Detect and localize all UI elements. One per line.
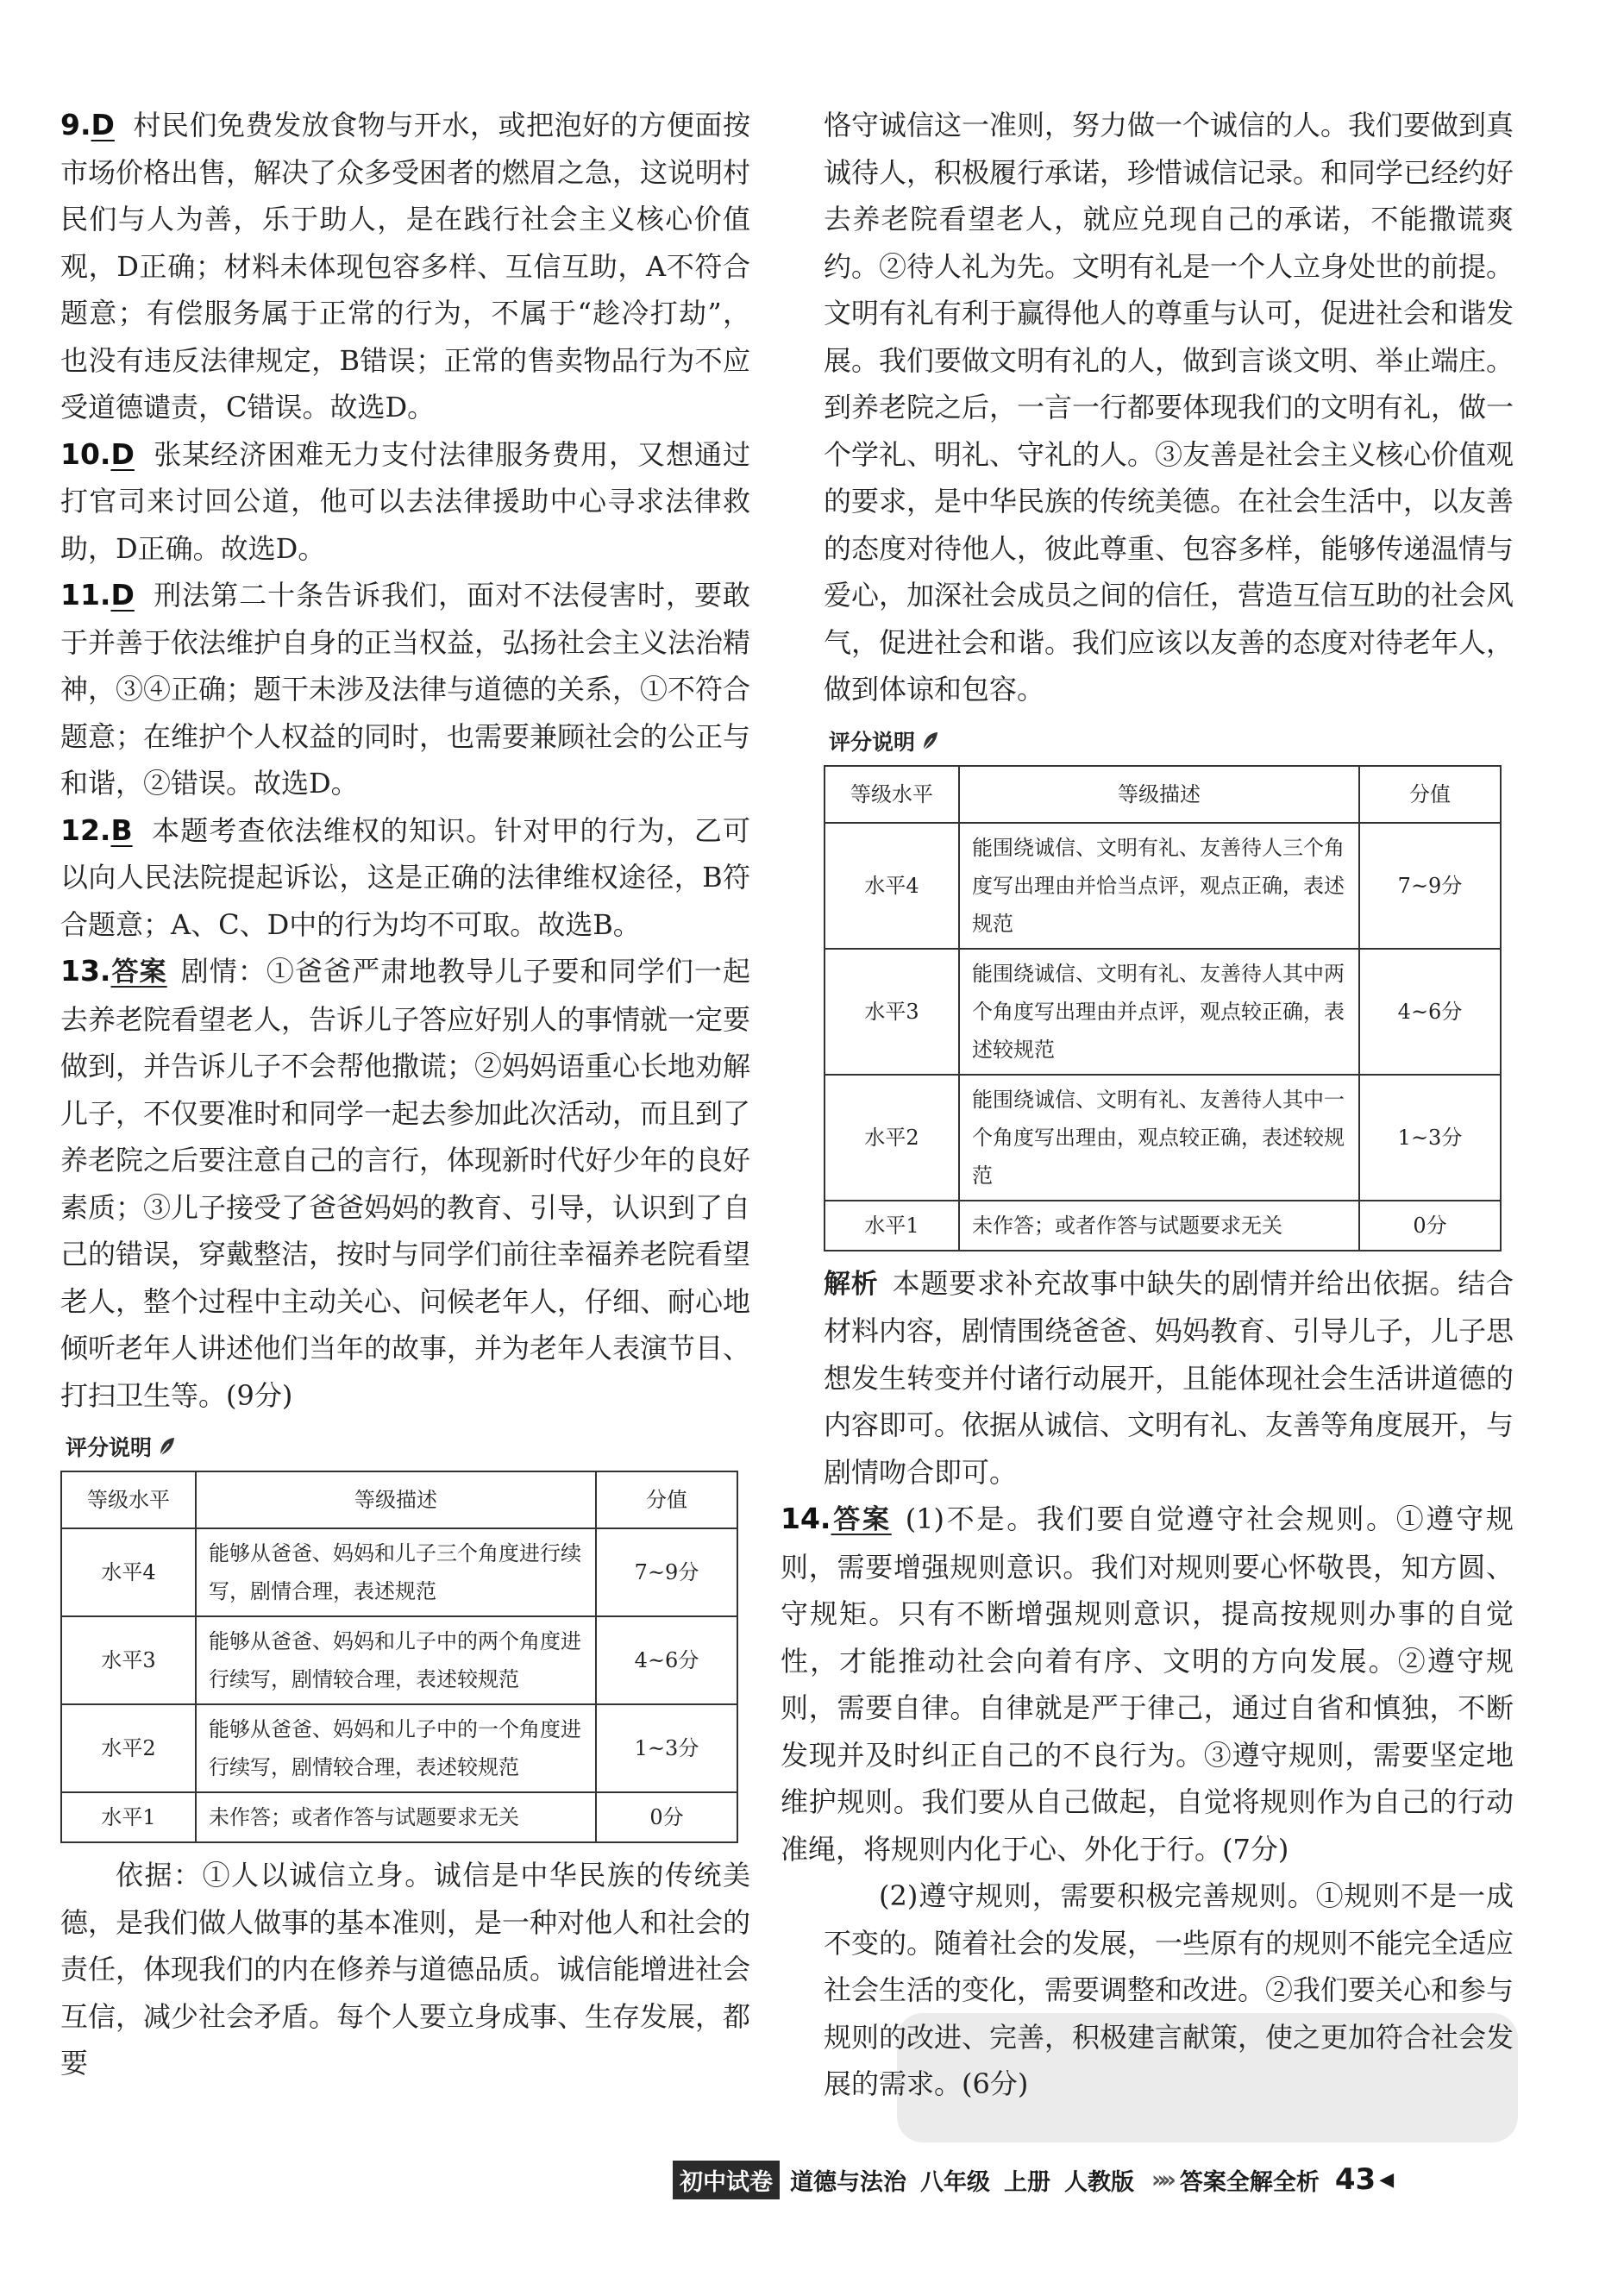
table-header: 等级描述: [959, 766, 1359, 823]
analysis-paragraph: [824, 1260, 1514, 1496]
table-cell-desc: 能围绕诚信、文明有礼、友善待人其中两个角度写出理由并点评，观点较正确，表述较规范: [959, 949, 1359, 1075]
table-cell-desc: 未作答；或者作答与试题要求无关: [196, 1792, 596, 1842]
table-cell-level: 水平1: [61, 1792, 196, 1842]
table-row: [61, 1528, 737, 1616]
table-header-row: [61, 1471, 737, 1528]
table-row: [825, 949, 1501, 1075]
question-number: 9.: [60, 108, 91, 141]
answer-text: 村民们免费发放食物与开水，或把泡好的方便面按市场价格出售，解决了众多受困者的燃眉之急，这说明村民们与人为善，乐于助人，是在践行社会主义核心价值观，D正确；材料未体现包容多样、互信互助，A不符合题意；有偿服务属于正常的行为，不属于“趁冷打劫”，也没有违反法律规定，B错误；正常的售卖物品行为不应受道德谴责，C错误。故选D。: [60, 109, 751, 423]
score-note-title: 评分说明: [829, 729, 916, 755]
table-row: [61, 1792, 737, 1842]
table-header: 等级描述: [196, 1471, 596, 1528]
table-cell-desc: 能够从爸爸、妈妈和儿子中的一个角度进行续写，剧情较合理，表述较规范: [196, 1704, 596, 1792]
table-cell-level: 水平4: [825, 823, 959, 949]
table-cell-desc: 能够从爸爸、妈妈和儿子中的两个角度进行续写，剧情较合理，表述较规范: [196, 1616, 596, 1704]
score-note-heading: [66, 1431, 750, 1462]
question-number: 11.: [60, 578, 111, 612]
answer-10: [60, 431, 750, 573]
table-cell-score: 1~3分: [596, 1704, 737, 1792]
answer-label: 答案: [110, 957, 167, 988]
table-header: 等级水平: [825, 766, 959, 823]
table-cell-level: 水平3: [61, 1616, 196, 1704]
answer-text: 张某经济困难无力支付法律服务费用，又想通过打官司来讨回公道，他可以去法律援助中心寻求法律救助，D正确。故选D。: [60, 437, 750, 565]
footer-volume: 上册: [1004, 2168, 1050, 2196]
table-cell-desc: 能围绕诚信、文明有礼、友善待人三个角度写出理由并恰当点评，观点正确，表述规范: [959, 823, 1359, 949]
page-footer: [673, 2159, 1394, 2200]
right-column: [781, 102, 1514, 2108]
question-number: 10.: [60, 436, 111, 471]
footer-brand: 初中试卷: [673, 2161, 780, 2199]
table-cell-level: 水平3: [825, 949, 959, 1075]
question-number: 12.: [60, 812, 111, 847]
answer-letter: D: [91, 108, 115, 141]
score-note-title: 评分说明: [66, 1435, 153, 1460]
answer-text: 刑法第二十条告诉我们，面对不法侵害时，要敢于并善于依法维护自身的正当权益，弘扬社会主义法治精神，③④正确；题干未涉及法律与道德的关系，①不符合题意；在维护个人权益的同时，也需要兼顾社会的公正与和谐，②错误。故选D。: [60, 579, 751, 800]
table-cell-score: 0分: [596, 1792, 737, 1842]
score-note-heading: [829, 725, 1514, 756]
table-row: [825, 1201, 1501, 1251]
footer-grade: 八年级: [920, 2168, 990, 2196]
answer-9: [60, 102, 750, 431]
basis-continued: 恪守诚信这一准则，努力做一个诚信的人。我们要做到真诚待人，积极履行承诺，珍惜诚信记录。和同学已经约好去养老院看望老人，就应兑现自己的承诺，不能撒谎爽约。②待人礼为先。文明有礼是一个人立身处世的前提。文明有礼有利于赢得他人的尊重与认可，促进社会和谐发展。我们要做文明有礼的人，做到言谈文明、举止端庄。到养老院之后，一言一行都要体现我们的文明有礼，做一个学礼、明礼、守礼的人。③友善是社会主义核心价值观的要求，是中华民族的传统美德。在社会生活中，以友善的态度对待他人，彼此尊重、包容多样，能够传递温情与爱心，加深社会成员之间的信任，营造互信互助的社会风气，促进社会和谐。我们应该以友善的态度对待老年人，做到体谅和包容。: [824, 109, 1514, 706]
left-column: [60, 102, 750, 2087]
basis-paragraph: 依据：①人以诚信立身。诚信是中华民族的传统美德，是我们做人做事的基本准则，是一种对他人和社会的责任，体现我们的内在修养与道德品质。诚信能增进社会互信，减少社会矛盾。每个人要立身成事、生存发展，都要: [60, 1859, 751, 2080]
double-chevron-icon: »»: [1151, 2166, 1171, 2193]
table-cell-score: 4~6分: [1359, 949, 1501, 1075]
table-cell-score: 7~9分: [1359, 823, 1501, 949]
table-cell-score: 4~6分: [596, 1616, 737, 1704]
table-header: 等级水平: [61, 1471, 196, 1528]
question-number: 14.: [781, 1502, 831, 1535]
table-cell-level: 水平4: [61, 1528, 196, 1616]
answer-11: [60, 572, 750, 807]
table-cell-desc: 能围绕诚信、文明有礼、友善待人其中一个角度写出理由，观点较正确，表述较规范: [959, 1075, 1359, 1201]
leaf-icon: [157, 1436, 176, 1457]
grading-table: [824, 765, 1502, 1252]
leaf-icon: [920, 731, 939, 751]
table-row: [61, 1616, 737, 1704]
footer-subject: 道德与法治: [790, 2168, 906, 2196]
table-cell-score: 0分: [1359, 1201, 1501, 1251]
answer-text: 本题考查依法维权的知识。针对甲的行为，乙可以向人民法院提起诉讼，这是正确的法律维权途径，B符合题意；A、C、D中的行为均不可取。故选B。: [60, 813, 750, 941]
triangle-left-icon: ◀: [1379, 2168, 1395, 2191]
answer-text: 剧情：①爸爸严肃地教导儿子要和同学们一起去养老院看望老人，告诉儿子答应好别人的事情就一定要做到，并告诉儿子不会帮他撒谎；②妈妈语重心长地劝解儿子，不仅要准时和同学一起去参加此次活动，而且到了养老院之后要注意自己的言行，体现新时代好少年的良好素质；③儿子接受了爸爸妈妈的教育、引导，认识到了自己的错误，穿戴整洁，按时与同学们前往幸福养老院看望老人，整个过程中主动关心、问候老年人，仔细、耐心地倾听老年人讲述他们当年的故事，并为老年人表演节目、打扫卫生等。(9分): [60, 955, 751, 1412]
answer-text: (1)不是。我们要自觉遵守社会规则。①遵守规则，需要增强规则意识。我们对规则要心怀敬畏，知方圆、守规矩。只有不断增强规则意识，提高按规则办事的自觉性，才能推动社会向着有序、文明的方向发展。②遵守规则，需要自律。自律就是严于律己，通过自省和慎独，不断发现并及时纠正自己的不良行为。③遵守规则，需要坚定地维护规则。我们要从自己做起，自觉将规则作为自己的行动准绳，将规则内化于心、外化于行。(7分): [781, 1502, 1514, 1866]
question-number: 13.: [60, 954, 111, 988]
answer-letter: B: [110, 812, 133, 847]
answer-letter: D: [110, 578, 135, 612]
analysis-label: 解析: [824, 1268, 879, 1300]
table-header: 分值: [1359, 766, 1501, 823]
answer-13: [60, 948, 750, 1419]
answer-14-part1: [781, 1496, 1514, 1873]
table-cell-level: 水平2: [61, 1704, 196, 1792]
table-cell-score: 7~9分: [596, 1528, 737, 1616]
answer-label: 答案: [831, 1504, 892, 1535]
table-cell-desc: 未作答；或者作答与试题要求无关: [959, 1201, 1359, 1251]
table-header-row: [825, 766, 1501, 823]
answer-12: [60, 807, 750, 949]
table-row: [61, 1704, 737, 1792]
page-number: 43: [1334, 2162, 1376, 2197]
grading-table: [60, 1471, 738, 1843]
table-row: [825, 1075, 1501, 1201]
footer-edition: 人教版: [1064, 2168, 1134, 2196]
answer-14-part2: (2)遵守规则，需要积极完善规则。①规则不是一成不变的。随着社会的发展，一些原有的规则不能完全适应社会生活的变化，需要调整和改进。②我们要关心和参与规则的改进、完善，积极建言献策，使之更加符合社会发展的需求。(6分): [824, 1879, 1514, 2100]
table-row: [825, 823, 1501, 949]
table-cell-desc: 能够从爸爸、妈妈和儿子三个角度进行续写，剧情合理，表述规范: [196, 1528, 596, 1616]
table-cell-score: 1~3分: [1359, 1075, 1501, 1201]
answer-letter: D: [110, 436, 135, 471]
table-cell-level: 水平1: [825, 1201, 959, 1251]
table-cell-level: 水平2: [825, 1075, 959, 1201]
analysis-text: 本题要求补充故事中缺失的剧情并给出依据。结合材料内容，剧情围绕爸爸、妈妈教育、引导儿子，儿子思想发生转变并付诸行动展开，且能体现社会生活讲道德的内容即可。依据从诚信、文明有礼、友善等角度展开，与剧情吻合即可。: [824, 1266, 1514, 1489]
footer-series: 答案全解全析: [1179, 2168, 1320, 2196]
table-header: 分值: [596, 1471, 737, 1528]
